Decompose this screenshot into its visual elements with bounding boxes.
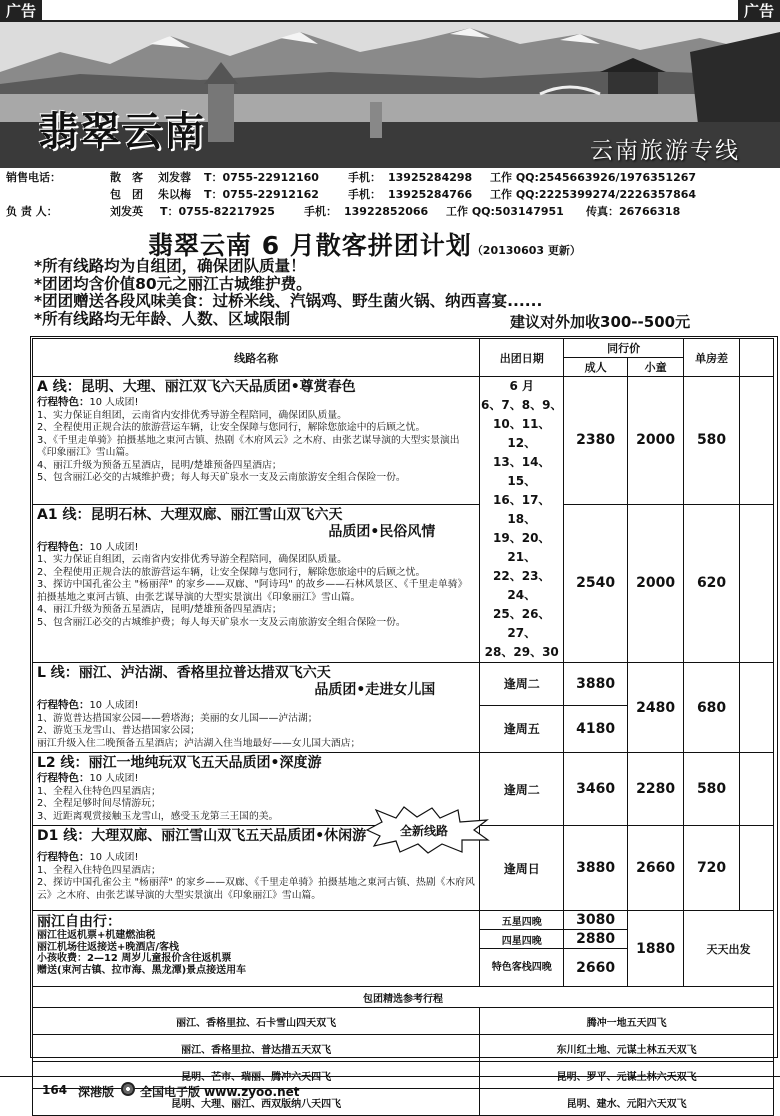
feature-text: 10 人成团! [89,700,139,711]
feature-label: 行程特色： [37,396,90,408]
price-child: 2480 [628,663,684,753]
route-line: 1、全程入住特色四星酒店； [37,864,161,876]
route-subtitle: 品质团•民俗风情 [328,523,436,540]
table-row [33,377,774,505]
contact-mobile: 13925284298 [388,171,473,184]
date-line: 28、29、30 [484,645,559,659]
route-subtitle: 品质团•走进女儿国 [314,682,436,698]
depart-day: 逢周日 [480,826,564,911]
route-line: 丽江升级入住二晚预备五星酒店；泸沽湖入住当地最好——女儿国大酒店； [37,737,361,749]
package-row [33,1008,774,1035]
price-adult: 3080 [564,911,628,930]
route-line: 1、游览普达措国家公园——碧塔海；美丽的女儿国——泸沽湖； [37,712,318,724]
contact-type: 包 团 [110,188,143,201]
price-adult: 3880 [564,826,628,911]
feature-text: 10 人成团! [89,852,139,863]
depart-day: 逢周二 [480,753,564,826]
route-line: 4、丽江升级为预备五星酒店，昆明/楚雄预备四星酒店； [37,459,282,471]
banner-slogan: 云南旅游专线 [590,138,740,164]
route-l [33,663,480,753]
contact-mobile: 13922852066 [344,205,429,218]
package-row [33,1035,774,1062]
date-line: 16、17、18、 [493,493,551,526]
package-item: 昆明、芒市、瑞丽、腾冲六天四飞 [33,1062,480,1089]
price-adult: 2380 [564,377,628,505]
route-line: 2、全程足够时间尽情游玩； [37,798,161,809]
note-item: *所有线路均为自组团，确保团队质量！ [34,257,306,275]
route-title: A 线：昆明、大理、丽江双飞六天品质团•尊赏春色 [37,379,356,395]
blank-cell [740,753,774,826]
depart-day: 逢周二 [480,663,564,706]
package-item: 丽江、香格里拉、普达措五天双飞 [33,1035,480,1062]
contact-name: 刘发蓉 [158,171,191,184]
route-line: 5、包含丽江必交的古城维护费；每人每天矿泉水一支及云南旅游安全组合保险一份。 [37,616,406,628]
note-item: *团团均含价值80元之丽江古城维护费。 [34,274,312,293]
header-route: 线路名称 [33,339,480,377]
route-a [33,377,480,505]
route-a1 [33,504,480,662]
date-line: 25、26、27、 [493,607,551,640]
contact-role-manager: 负 责 人： [6,205,58,218]
website: 全国电子版 www.zyoo.net [140,1085,300,1099]
feature-text: 10 人成团! [89,541,139,553]
update-note: （20130603 更新） [471,244,581,257]
hotel-option: 五星四晚 [480,911,564,930]
date-line: 6 月 [509,379,534,393]
price-adult: 2660 [564,949,628,987]
contact-name: 刘发英 [110,205,143,218]
price-single: 720 [684,826,740,911]
free-line: 丽江往返机票+机建燃油税 [37,930,156,941]
brand-name: 翡翠云南 [38,109,206,155]
itinerary-table [32,338,774,1116]
price-advice: 建议对外加收300--500元 [510,313,691,331]
price-single: 580 [684,377,740,505]
page-number: 164 [42,1083,68,1097]
route-line: 1、全程入住特色四星酒店； [37,785,161,797]
blank-cell [740,663,774,753]
route-line: 3、近距离观赏接触玉龙雪山，感受玉龙第三王国的美。 [37,810,279,822]
table-row [33,663,774,706]
feature-label: 行程特色： [37,540,90,553]
price-child: 2280 [628,753,684,826]
price-child: 2660 [628,826,684,911]
header-blank [740,339,774,377]
contact-type: 散 客 [110,171,143,184]
contact-mobile-label: 手机： [304,205,337,218]
hotel-option: 特色客栈四晚 [480,949,564,987]
route-line: 3、探访中国孔雀公主 "杨丽萍" 的家乡——双廊、"阿诗玛" 的故乡——石林风景区、《千里走单骑》拍摄基地之東河古镇、由张艺谋导演的大型实景演出《印象丽江》雪山篇。 [37,579,468,603]
date-line: 6、7、8、9、 [481,398,563,412]
price-single: 620 [684,504,740,662]
route-line: 3、《千里走单骑》拍摄基地之東河古镇、热剧《木府风云》之木府、由张艺谋导演的大型实景演出《印象丽江》雪山篇。 [37,434,460,458]
package-item: 东川红土地、元谋土林五天双飞 [480,1035,774,1062]
feature-label: 行程特色： [37,699,90,711]
header-peer-price: 同行价 [564,339,684,358]
june-dates [480,377,564,663]
table-row [33,987,774,1008]
price-adult: 3880 [564,663,628,706]
blank-cell [740,377,774,505]
header-single: 单房差 [684,339,740,377]
route-title: A1 线：昆明石林、大理双廊、丽江雪山双飞六天 [37,506,343,523]
free-title: 丽江自由行： [37,914,121,930]
blank-cell [740,504,774,662]
route-line: 2、游览玉龙雪山、普达措国家公园； [37,725,200,736]
date-line: 22、23、24、 [493,569,551,602]
header-adult: 成人 [564,358,628,377]
note-item: *团团赠送各段风味美食：过桥米线、汽锅鸡、野生菌火锅、纳西喜宴...... [34,292,543,310]
route-line: 2、探访中国孔雀公主 "杨丽萍" 的家乡——双廊、《千里走单骑》拍摄基地之東河古镇、热剧《木府风云》之木府、由张艺谋导演的大型实景演出《印象丽江》雪山篇。 [37,877,475,901]
header-child: 小童 [628,358,684,377]
free-line: 小孩收费：2—12 周岁儿童报价含往返机票 [37,953,232,964]
edition-label: 深港版 [78,1085,115,1099]
departure-note: 天天出发 [684,911,774,987]
feature-text: 10 人成团! [89,773,139,784]
date-line: 13、14、15、 [493,455,551,488]
price-child: 2000 [628,377,684,505]
contact-mobile-label: 手机： [348,171,381,184]
package-header: 包团精选参考行程 [33,987,774,1008]
contact-role-sales: 销售电话： [6,171,61,184]
hotel-option: 四星四晚 [480,930,564,949]
zyoo-logo-icon [121,1082,135,1096]
date-line: 10、11、12、 [493,417,551,450]
new-route-badge: 全新线路 [400,824,449,838]
price-single: 680 [684,663,740,753]
contact-tel: T：0755-22912162 [204,188,319,201]
note-item: *所有线路均无年龄、人数、区域限制 [34,309,291,328]
table-row [33,504,774,662]
blank-cell [740,826,774,911]
price-child: 2000 [628,504,684,662]
price-adult: 2880 [564,930,628,949]
route-title: L2 线：丽江一地纯玩双飞五天品质团•深度游 [37,755,322,771]
contact-qq: 工作 QQ:503147951 [446,205,564,218]
contact-tel: T：0755-22912160 [204,171,319,184]
route-line: 4、丽江升级为预备五星酒店，昆明/楚雄预备四星酒店； [37,604,282,616]
free-line: 丽江机场往返接送+晚酒店/客栈 [37,941,180,953]
feature-label: 行程特色： [37,772,90,784]
route-line: 1、实力保证自组团，云南省内安排优秀导游全程陪同，确保团队质量。 [37,409,347,421]
free-line: 赠送(束河古镇、拉市海、黑龙潭)景点接送用车 [37,964,247,976]
contact-name: 朱以梅 [158,188,191,201]
free-travel [33,911,480,987]
route-line: 5、包含丽江必交的古城维护费；每人每天矿泉水一支及云南旅游安全组合保险一份。 [37,472,406,483]
price-adult: 3460 [564,753,628,826]
contact-qq: 工作 QQ:2225399274/2226357864 [490,188,697,201]
contact-mobile: 13925284766 [388,188,473,201]
date-line: 19、20、21、 [493,531,551,564]
feature-label: 行程特色： [37,851,90,863]
price-adult: 4180 [564,705,628,752]
feature-text: 10 人成团! [89,397,139,408]
route-line: 2、全程使用正规合法的旅游营运车辆，让安全保障与您同行，解除您旅途中的后顾之忧。 [37,422,426,433]
contact-mobile-label: 手机： [348,188,381,201]
table-row [33,911,774,930]
route-line: 2、全程使用正规合法的旅游营运车辆，让安全保障与您同行，解除您旅途中的后顾之忧。 [37,566,426,578]
package-item: 昆明、罗平、元谋土林六天双飞 [480,1062,774,1089]
banner-image [0,22,780,168]
ad-label-left: 广告 [0,0,42,22]
header-date: 出团日期 [480,339,564,377]
ad-label-right: 广告 [738,0,780,22]
notes-list [34,258,542,328]
contact-qq: 工作 QQ:2545663926/1976351267 [490,171,697,184]
contact-tel: T：0755-82217925 [160,205,275,218]
route-title: L 线：丽江、泸沽湖、香格里拉普达措双飞六天 [37,665,331,681]
contact-fax: 传真：26766318 [586,205,681,218]
depart-day: 逢周五 [480,705,564,752]
route-title: D1 线：大理双廊、丽江雪山双飞五天品质团•休闲游 [37,828,367,844]
price-child: 1880 [628,911,684,987]
package-item: 腾冲一地五天四飞 [480,1008,774,1035]
page-footer [0,1076,780,1100]
price-adult: 2540 [564,504,628,662]
package-item: 昆明、建水、元阳六天双飞 [480,1089,774,1116]
package-item: 昆明、大理、丽江、西双版纳八天四飞 [33,1089,480,1116]
price-single: 580 [684,753,740,826]
title-text: 翡翠云南 6 月散客拼团计划 [148,231,472,260]
package-item: 丽江、香格里拉、石卡雪山四天双飞 [33,1008,480,1035]
route-line: 1、实力保证自组团，云南省内安排优秀导游全程陪同，确保团队质量。 [37,554,347,566]
